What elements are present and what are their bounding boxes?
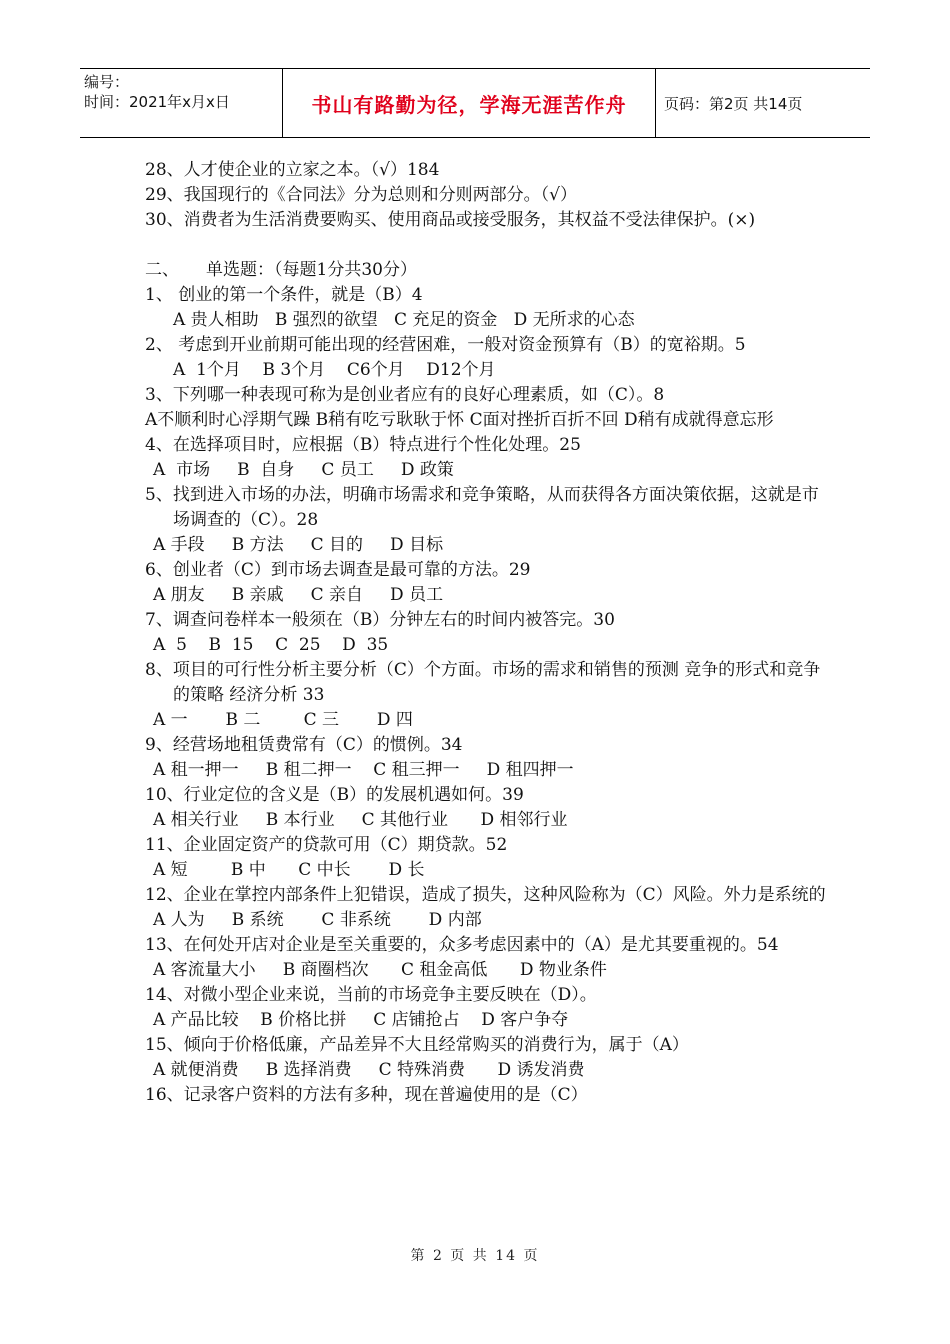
answer-options: A 相关行业 B 本行业 C 其他行业 D 相邻行业 [153, 810, 568, 830]
page-header [80, 68, 870, 138]
question-line: 28、人才使企业的立家之本。（√）184 [145, 160, 440, 180]
question-line: 14、对微小型企业来说，当前的市场竞争主要反映在（D）。 [145, 985, 597, 1005]
question-line: 5、找到进入市场的办法，明确市场需求和竞争策略，从而获得各方面决策依据，这就是市场调查的（C）。28 [145, 485, 819, 530]
question-line: 16、记录客户资料的方法有多种，现在普遍使用的是（C） [145, 1085, 588, 1105]
question-line: 12、企业在掌控内部条件上犯错误，造成了损失，这种风险称为（C）风险。外力是系统的 [145, 885, 826, 905]
answer-options: A 产品比较 B 价格比拼 C 店铺抢占 D 客户争夺 [153, 1010, 569, 1030]
answer-options: A 手段 B 方法 C 目的 D 目标 [153, 535, 444, 555]
question-line: 2、 考虑到开业前期可能出现的经营困难，一般对资金预算有（B）的宽裕期。5 [145, 335, 746, 355]
question-line: 10、行业定位的含义是（B）的发展机遇如何。39 [145, 785, 524, 805]
question-line: 13、在何处开店对企业是至关重要的，众多考虑因素中的（A）是尤其要重视的。54 [145, 935, 779, 955]
answer-options: A 就便消费 B 选择消费 C 特殊消费 D 诱发消费 [153, 1060, 585, 1080]
answer-options: A 市场 B 自身 C 员工 D 政策 [153, 460, 454, 480]
answer-options: A 租一押一 B 租二押一 C 租三押一 D 租四押一 [153, 760, 574, 780]
blank-line [145, 233, 835, 258]
question-line: 1、 创业的第一个条件，就是（B）4 [145, 285, 423, 305]
question-line: 15、倾向于价格低廉，产品差异不大且经常购买的消费行为，属于（A） [145, 1035, 689, 1055]
question-line: 8、项目的可行性分析主要分析（C）个方面。市场的需求和销售的预测 竞争的形式和竞争的策略 经济分析 33 [145, 660, 821, 705]
question-line: 3、下列哪一种表现可称为是创业者应有的良好心理素质，如（C）。8 [145, 385, 665, 405]
question-line: 11、企业固定资产的贷款可用（C）期贷款。52 [145, 835, 508, 855]
question-line: 9、经营场地租赁费常有（C）的惯例。34 [145, 735, 463, 755]
document-number-label: 编号： [84, 73, 130, 91]
answer-options: A 朋友 B 亲戚 C 亲自 D 员工 [153, 585, 444, 605]
question-line: 30、消费者为生活消费要购买、使用商品或接受服务，其权益不受法律保护。(×) [145, 210, 756, 230]
answer-options: A 人为 B 系统 C 非系统 D 内部 [153, 910, 482, 930]
answer-options: A 贵人相助 B 强烈的欲望 C 充足的资金 D 无所求的心态 [173, 310, 635, 330]
question-line: 二、 单选题：（每题1分共30分） [145, 260, 417, 280]
header-page-info: 页码：第2页 共14页 [664, 94, 803, 113]
question-line: 29、我国现行的《合同法》分为总则和分则两部分。（√） [145, 185, 577, 205]
answer-options: A 1个月 B 3个月 C6个月 D12个月 [173, 360, 496, 380]
question-line: A不顺利时心浮期气躁 B稍有吃亏耿耿于怀 C面对挫折百折不回 D稍有成就得意忘形 [145, 410, 774, 430]
page-footer: 第 2 页 共 14 页 [410, 1248, 540, 1264]
question-line: 6、创业者（C）到市场去调查是最可靠的方法。29 [145, 560, 531, 580]
document-time-label: 时间：2021年x月x日 [84, 93, 230, 111]
header-meta [80, 69, 282, 137]
document-body [145, 158, 835, 1108]
question-line: 7、调查问卷样本一般须在（B）分钟左右的时间内被答完。30 [145, 610, 615, 630]
answer-options: A 一 B 二 C 三 D 四 [153, 710, 413, 730]
answer-options: A 5 B 15 C 25 D 35 [153, 635, 389, 655]
answer-options: A 短 B 中 C 中长 D 长 [153, 860, 425, 880]
header-motto: 书山有路勤为径，学海无涯苦作舟 [311, 92, 627, 117]
answer-options: A 客流量大小 B 商圈档次 C 租金高低 D 物业条件 [153, 960, 607, 980]
header-motto-cell [282, 69, 656, 137]
question-line: 4、在选择项目时，应根据（B）特点进行个性化处理。25 [145, 435, 581, 455]
